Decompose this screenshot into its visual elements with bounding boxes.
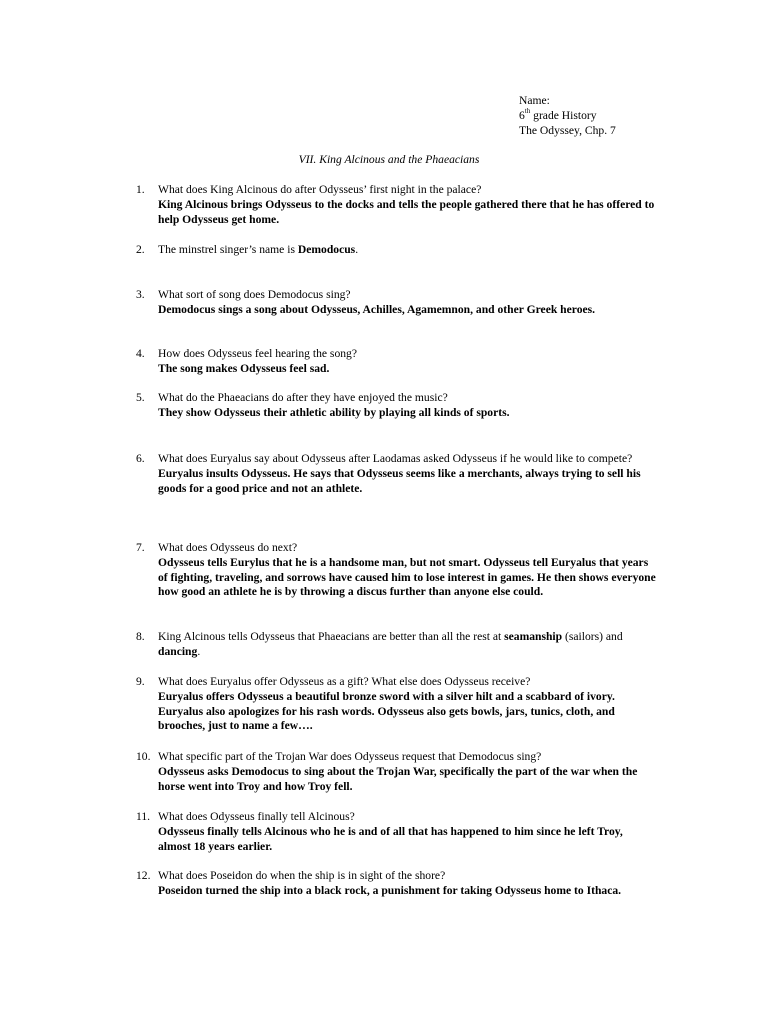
question-text: What does Euryalus say about Odysseus after Laodamas asked Odysseus if he would like to compete? (158, 452, 633, 465)
question-number: 4. (136, 347, 145, 360)
question-number: 6. (136, 452, 145, 465)
question-item (136, 750, 656, 794)
question-number: 3. (136, 288, 145, 301)
answer-text: Demodocus (297, 243, 356, 256)
question-number: 2. (136, 243, 145, 256)
name-label: Name: (519, 94, 550, 107)
answer-text: The song makes Odysseus feel sad. (158, 361, 330, 375)
grade-number: 6 (519, 108, 525, 122)
answer-text: Odysseus asks Demodocus to sing about the Trojan War, specifically the part of the war when the horse went into Troy and how Troy fell. (158, 764, 638, 793)
course-label: The Odyssey, Chp. 7 (519, 123, 616, 137)
grade-text: grade History (530, 108, 597, 122)
question-number: 12. (136, 869, 151, 882)
header-block (519, 94, 616, 138)
question-text: The minstrel singer’s name is Demodocus. (158, 243, 359, 256)
question-item (136, 243, 656, 258)
answer-text: dancing (158, 644, 198, 658)
question-number: 5. (136, 391, 145, 404)
question-text: What specific part of the Trojan War does Odysseus request that Demodocus sing? (158, 750, 542, 763)
grade-superscript: th (524, 106, 531, 115)
answer-text: They show Odysseus their athletic ability by playing all kinds of sports. (158, 405, 510, 419)
question-text: King Alcinous tells Odysseus that Phaeacians are better than all the rest at seamanship (sailors) and dancing. (158, 630, 623, 658)
question-item (136, 391, 656, 421)
question-item (136, 183, 656, 227)
question-number: 9. (136, 675, 145, 688)
question-number: 7. (136, 541, 145, 554)
answer-text: seamanship (504, 630, 563, 643)
question-text: What does Odysseus do next? (158, 541, 298, 554)
question-text: What do the Phaeacians do after they have enjoyed the music? (158, 391, 448, 404)
question-item (136, 630, 656, 660)
question-text: What does King Alcinous do after Odysseus’ first night in the palace? (158, 183, 482, 196)
question-item (136, 541, 656, 600)
answer-text: Demodocus sings a song about Odysseus, Achilles, Agamemnon, and other Greek heroes. (158, 302, 596, 316)
answer-text: Odysseus tells Eurylus that he is a handsome man, but not smart. Odysseus tell Euryalus that years of fighting, traveling, and sorrows have caused him to lose interest in games. He then shows everyone how good an athlete he is by throwing a discus further than anyone else could. (158, 555, 656, 599)
question-text: What does Poseidon do when the ship is in sight of the shore? (158, 869, 446, 882)
page-title: VII. King Alcinous and the Phaeacians (298, 153, 480, 166)
question-text: What does Euryalus offer Odysseus as a gift? What else does Odysseus receive? (158, 675, 531, 688)
question-text: What does Odysseus finally tell Alcinous? (158, 810, 355, 823)
answer-text: Euryalus offers Odysseus a beautiful bronze sword with a silver hilt and a scabbard of ivory. Euryalus also apologizes for his rash words. Odysseus also gets bowls, jars, tunics, cloth, and brooches, just to name a few…. (158, 689, 615, 733)
answer-text: Euryalus insults Odysseus. He says that Odysseus seems like a merchants, always trying to sell his goods for a good price and not an athlete. (158, 466, 641, 495)
question-number: 8. (136, 630, 145, 643)
question-number: 10. (136, 750, 151, 763)
question-number: 11. (136, 810, 151, 823)
answer-text: Poseidon turned the ship into a black rock, a punishment for taking Odysseus home to Ithaca. (158, 883, 622, 897)
question-item (136, 810, 656, 854)
question-item (136, 452, 656, 496)
question-item (136, 675, 656, 734)
grade-line (519, 106, 616, 124)
answer-text: Odysseus finally tells Alcinous who he is and of all that has happened to him since he left Troy, almost 18 years earlier. (158, 824, 623, 853)
question-text: What sort of song does Demodocus sing? (158, 288, 351, 301)
answer-text: King Alcinous brings Odysseus to the docks and tells the people gathered there that he has offered to help Odysseus get home. (158, 197, 655, 226)
question-item (136, 288, 656, 318)
question-text: How does Odysseus feel hearing the song? (158, 347, 357, 360)
question-item (136, 869, 656, 899)
question-item (136, 347, 656, 377)
question-number: 1. (136, 183, 145, 196)
